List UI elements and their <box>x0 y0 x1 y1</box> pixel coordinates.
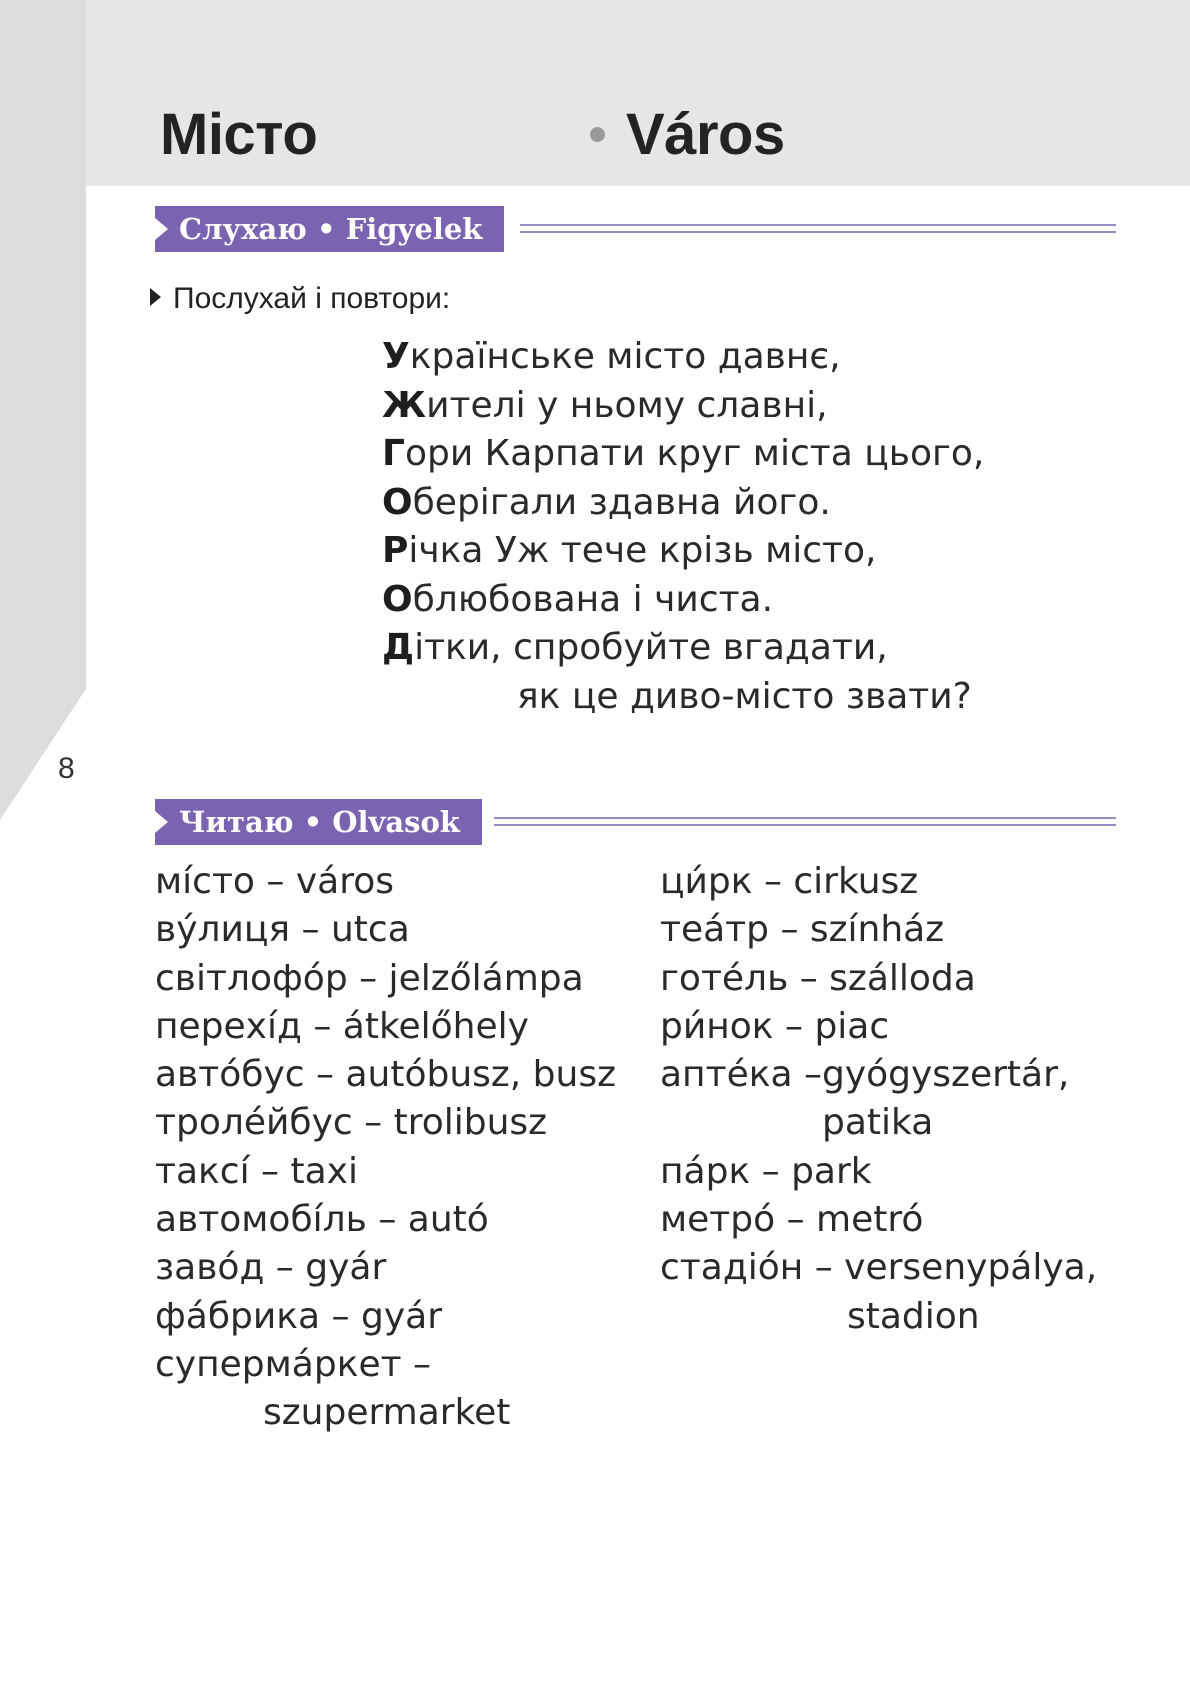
poem-last-line: як це диво-місто звати? <box>517 675 972 717</box>
vocab-entry: автомобі́ль – autó <box>155 1199 489 1241</box>
vocab-entry: апте́ка –gyógyszertár, <box>660 1054 1070 1096</box>
page-title-ukrainian: Місто <box>160 102 318 167</box>
vocab-entry: ву́лиця – utca <box>155 909 410 951</box>
vocab-entry-continuation: szupermarket <box>263 1392 511 1434</box>
section-read-header <box>155 799 482 845</box>
poem-line-text: країнське місто давнє, <box>409 336 841 377</box>
instruction-text: Послухай і повтори: <box>173 282 451 315</box>
vocab-entry: стадіо́н – versenypálya, <box>660 1247 1098 1289</box>
title-separator-dot <box>590 127 605 142</box>
vocab-entry: фа́брика – gyár <box>155 1295 442 1337</box>
chevron-right-icon <box>155 811 168 833</box>
poem-line-text: ори Карпати круг міста цього, <box>404 433 985 474</box>
vocab-entry: ци́рк – cirkusz <box>660 861 919 902</box>
poem-line <box>382 430 984 479</box>
triangle-right-icon <box>150 288 161 306</box>
vocab-entry: заво́д – gyár <box>155 1247 387 1289</box>
vocabulary-right-column <box>660 858 1097 1341</box>
vocab-entry: мі́сто – város <box>155 861 394 902</box>
poem-line <box>382 333 984 382</box>
vocab-entry: авто́бус – autóbusz, busz <box>155 1054 617 1096</box>
section-listen-header <box>155 206 504 252</box>
vocab-entry: метро́ – metró <box>660 1199 924 1241</box>
poem-line <box>382 479 984 528</box>
poem-line <box>382 624 984 673</box>
instruction <box>150 282 450 316</box>
poem <box>382 333 984 721</box>
poem-line-text: ітки, спробуйте вгадати, <box>414 627 888 668</box>
section-rule-top <box>494 817 1116 819</box>
vocabulary-left-column <box>155 858 616 1438</box>
side-tab <box>0 0 86 820</box>
poem-line <box>382 576 984 625</box>
vocab-entry: троле́йбус – trolibusz <box>155 1102 548 1144</box>
section-read-label: Читаю • Olvasok <box>179 805 460 839</box>
poem-initial: О <box>382 481 413 523</box>
vocab-entry: ри́нок – piac <box>660 1005 890 1047</box>
poem-line-text: блюбована і чиста. <box>412 578 774 620</box>
vocab-entry: па́рк – park <box>660 1150 872 1192</box>
section-rule-bottom <box>494 824 1116 826</box>
vocab-entry: перехі́д – átkelőhely <box>155 1005 529 1047</box>
section-rule-bottom <box>520 231 1116 233</box>
poem-line-text: ителі у ньому славні, <box>426 384 828 426</box>
vocab-entry: таксі́ – taxi <box>155 1150 358 1192</box>
poem-initial: Ж <box>382 384 427 426</box>
chevron-right-icon <box>155 218 168 240</box>
vocab-entry: суперма́ркет – <box>155 1343 432 1385</box>
poem-line <box>382 527 984 576</box>
vocab-entry: готе́ль – szálloda <box>660 957 976 999</box>
section-rule-top <box>520 224 1116 226</box>
poem-initial: Д <box>382 627 415 668</box>
poem-line-text: берігали здавна його. <box>412 481 831 523</box>
poem-initial: У <box>382 336 410 377</box>
poem-line-text: ічка Уж тече крізь місто, <box>408 530 877 571</box>
poem-initial: Р <box>382 530 409 571</box>
poem-initial: Г <box>382 433 405 474</box>
page-title-hungarian: Város <box>626 102 785 167</box>
poem-line <box>382 382 984 431</box>
vocab-entry: теа́тр – színház <box>660 909 945 951</box>
vocab-entry-continuation: patika <box>822 1102 934 1144</box>
poem-initial: О <box>382 578 413 620</box>
section-listen-label: Слухаю • Figyelek <box>179 212 483 246</box>
vocab-entry-continuation: stadion <box>847 1295 980 1337</box>
page-number: 8 <box>58 752 75 785</box>
vocab-entry: світлофо́р – jelzőlámpa <box>155 957 584 999</box>
